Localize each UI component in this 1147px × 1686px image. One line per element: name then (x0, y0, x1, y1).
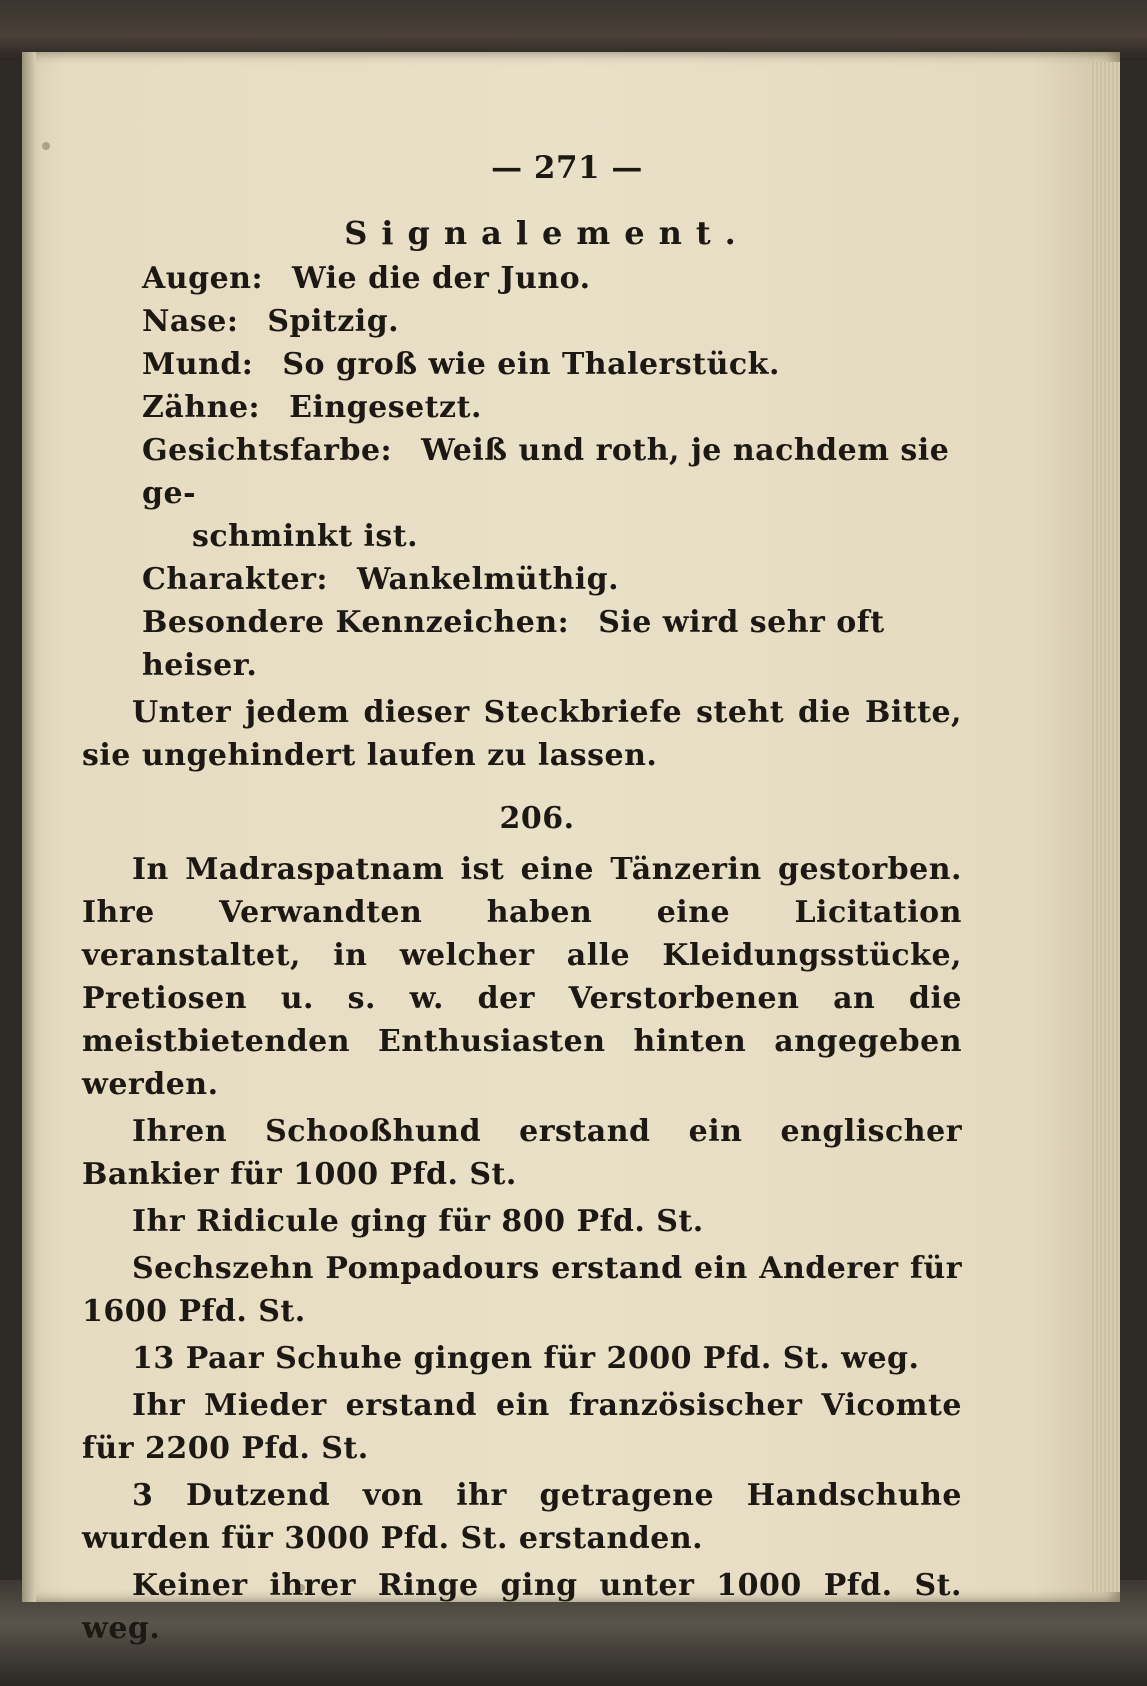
signalement-value: Wankelmüthig. (356, 562, 620, 597)
signalement-row (82, 257, 962, 300)
ink-smudge (42, 142, 50, 150)
paragraph: Ihr Ridicule ging für 800 Pfd. St. (132, 1204, 704, 1239)
signalement-row (82, 386, 962, 429)
paragraph: Keiner ihrer Ringe ging unter 1000 Pfd. St. weg. (82, 1568, 962, 1646)
signalement-row (82, 300, 962, 343)
page-text (82, 147, 962, 1650)
paragraph: In Madraspatnam ist eine Tänzerin gestorben. Ihre Verwandten haben eine Licitation veranstaltet, in welcher alle Kleidungsstücke, Pretiosen u. s. w. der Verstorbenen an die meistbietenden Enthusiasten hinten angegeben werden. (82, 852, 962, 1102)
paragraph: Ihr Mieder erstand ein französischer Vicomte für 2200 Pfd. St. (82, 1388, 962, 1466)
signalement-row (82, 601, 962, 687)
signalement-key: Augen: (142, 261, 264, 296)
signalement-key: Charakter: (142, 562, 328, 597)
signalement-value: So groß wie ein Thalerstück. (282, 347, 780, 382)
section-heading: Signalement. (344, 214, 750, 252)
paragraph: 3 Dutzend von ihr getragene Handschuhe wurden für 3000 Pfd. St. erstanden. (82, 1478, 962, 1556)
signalement-key: Nase: (142, 304, 239, 339)
signalement-value: Spitzig. (267, 304, 400, 339)
book-cover-top-edge (0, 0, 1147, 60)
signalement-continuation: schminkt ist. (192, 519, 419, 554)
signalement-row (82, 343, 962, 386)
signalement-row (82, 429, 962, 515)
book-page (22, 52, 1120, 1646)
signalement-value: Eingesetzt. (289, 390, 482, 425)
signalement-value: Weiß und roth, je nachdem sie ge- (142, 433, 950, 511)
closing-paragraph: Unter jedem dieser Steckbriefe steht die Bitte, sie ungehindert laufen zu lassen. (82, 695, 962, 773)
signalement-value: Sie wird sehr oft heiser. (142, 605, 885, 683)
paragraph: Ihren Schooßhund erstand ein englischer Bankier für 1000 Pfd. St. (82, 1114, 962, 1192)
signalement-key: Gesichtsfarbe: (142, 433, 393, 468)
signalement-key: Zähne: (142, 390, 261, 425)
signalement-key: Mund: (142, 347, 254, 382)
entry-number: 206. (499, 801, 575, 836)
page-number: — 271 — (491, 150, 643, 186)
page-stack-edge (1090, 62, 1120, 1592)
signalement-value: Wie die der Juno. (292, 261, 591, 296)
paragraph: 13 Paar Schuhe gingen für 2000 Pfd. St. weg. (132, 1341, 920, 1376)
signalement-row (82, 558, 962, 601)
paragraph: Sechszehn Pompadours erstand ein Anderer für 1600 Pfd. St. (82, 1251, 962, 1329)
page-gutter (22, 52, 36, 1602)
signalement-key: Besondere Kennzeichen: (142, 605, 570, 640)
